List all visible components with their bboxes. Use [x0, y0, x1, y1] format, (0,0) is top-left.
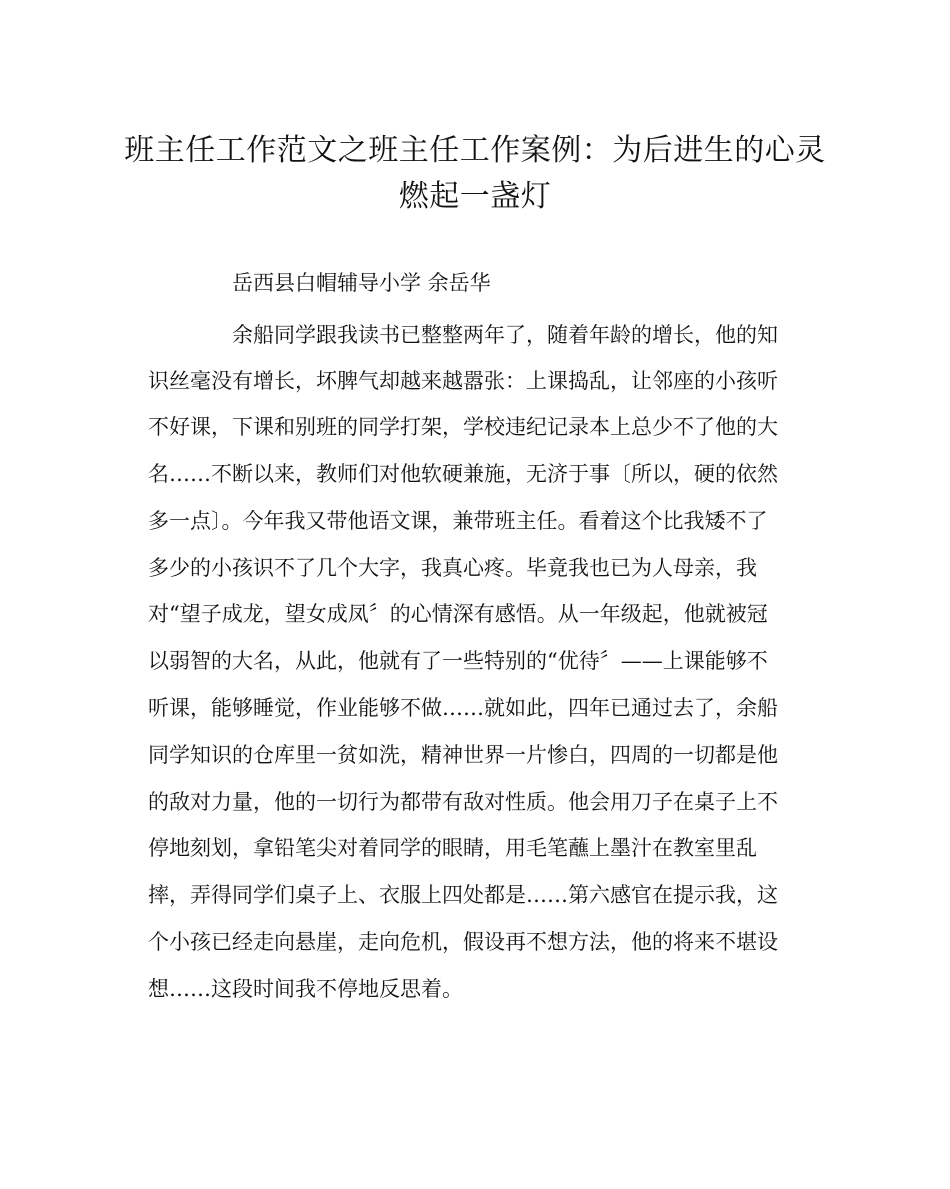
paragraph-line: 听课，能够睡觉，作业能够不做……就如此，四年已通过去了，余船 [148, 696, 778, 720]
paragraph-line: 想……这段时间我不停地反思着。 [148, 977, 463, 1001]
paragraph-line: 对“望子成龙，望女成凤〞的心情深有感悟。从一年级起，他就被冠 [148, 602, 768, 626]
paragraph-line: 多一点〕。今年我又带他语文课，兼带班主任。看着这个比我矮不了 [148, 509, 768, 533]
title-line-2: 燃起一盏灯 [398, 179, 552, 214]
paragraph-line: 停地刻划，拿铅笔尖对着同学的眼睛，用毛笔蘸上墨汁在教室里乱 [148, 836, 757, 860]
paragraph-line: 以弱智的大名，从此，他就有了一些特别的“优待〞——上课能够不 [148, 649, 768, 673]
paragraph-line: 个小孩已经走向悬崖，走向危机，假设再不想方法，他的将来不堪设 [148, 930, 778, 954]
author-line: 岳西县白帽辅导小学 余岳华 [232, 271, 491, 295]
document-title [120, 128, 830, 220]
paragraph-line: 同学知识的仓库里一贫如洗，精神世界一片惨白，四周的一切都是他 [148, 743, 778, 767]
paragraph-line: 摔，弄得同学们桌子上、衣服上四处都是……第六感官在提示我，这 [148, 883, 778, 907]
paragraph-line: 名……不断以来，教师们对他软硬兼施，无济于事〔所以，硬的依然 [148, 462, 778, 486]
paragraph-line: 识丝毫没有增长，坏脾气却越来越嚣张：上课捣乱，让邻座的小孩听 [148, 369, 778, 393]
paragraph-line: 多少的小孩识不了几个大字，我真心疼。毕竟我也已为人母亲，我 [148, 556, 757, 580]
paragraph-line: 的敌对力量，他的一切行为都带有敌对性质。他会用刀子在桌子上不 [148, 790, 778, 814]
paragraph-line: 不好课，下课和别班的同学打架，学校违纪记录本上总少不了他的大 [148, 415, 778, 439]
title-line-1: 班主任工作范文之班主任工作案例：为后进生的心灵 [124, 133, 826, 168]
paragraph-line: 余船同学跟我读书已整整两年了，随着年龄的增长，他的知 [232, 323, 778, 347]
